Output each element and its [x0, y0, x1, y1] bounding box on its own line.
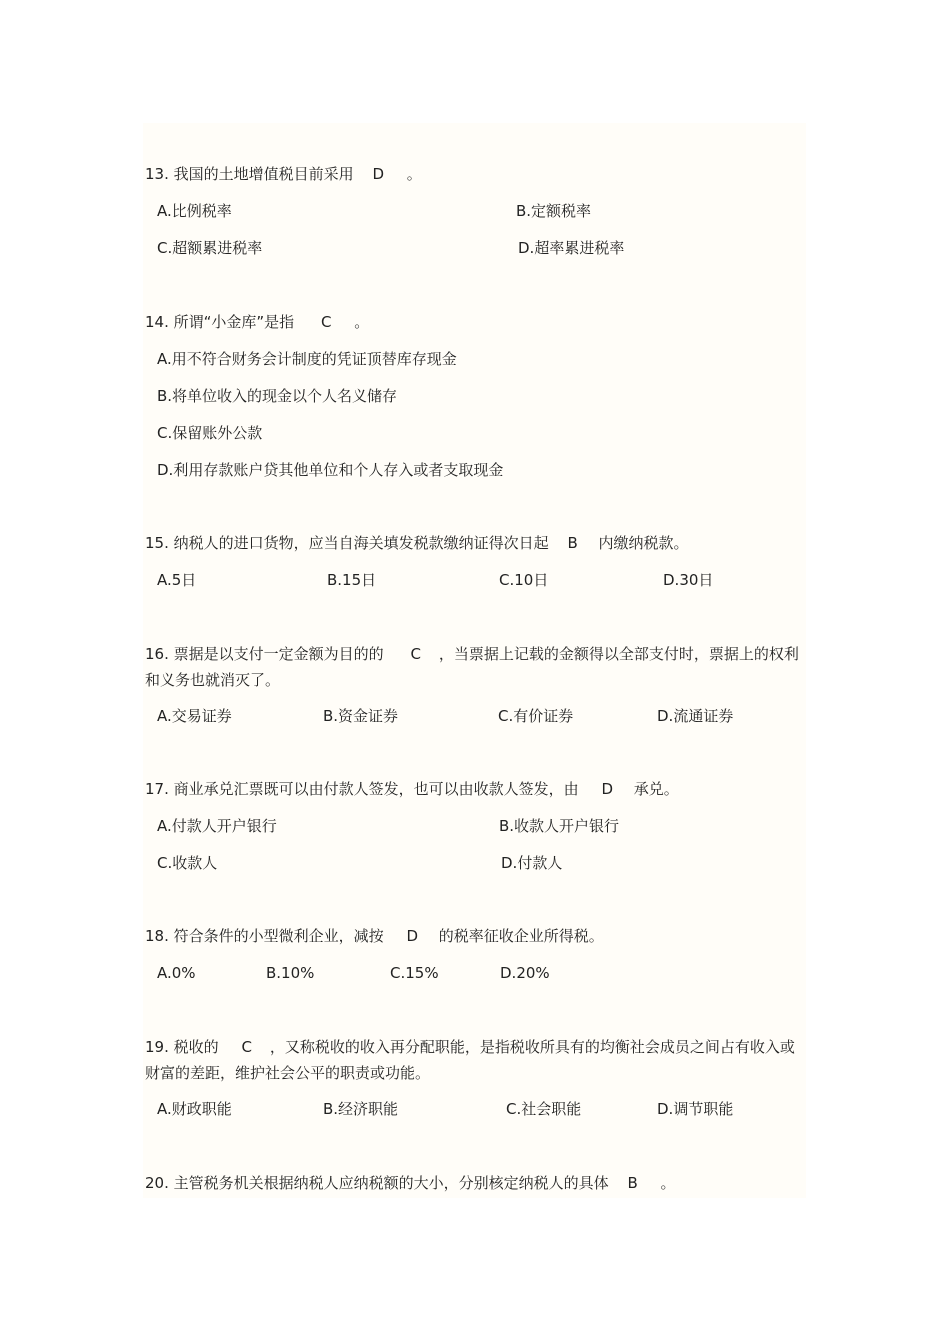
question-number: 16.	[145, 645, 169, 663]
question-number: 15.	[145, 534, 169, 552]
answer: D	[406, 927, 418, 945]
question-number: 20.	[145, 1174, 169, 1192]
answer: B	[567, 534, 578, 552]
option-d: D.利用存款账户贷其他单位和个人存入或者支取现金	[157, 461, 504, 479]
option-c: C.保留账外公款	[157, 424, 263, 442]
question-text: 符合条件的小型微利企业，减按	[173, 927, 384, 945]
option-c: C.10日	[499, 571, 549, 589]
option-b: B.经济职能	[323, 1100, 399, 1118]
question-text: 我国的土地增值税目前采用	[173, 165, 354, 183]
option-c: C.社会职能	[506, 1100, 582, 1118]
question-13	[145, 161, 807, 187]
question-text-end: 。	[406, 165, 422, 183]
option-b: B.10%	[266, 964, 315, 982]
option-a: A.财政职能	[157, 1100, 232, 1118]
option-d: D.调节职能	[657, 1100, 734, 1118]
question-18	[145, 923, 807, 949]
option-a: A.比例税率	[157, 202, 232, 220]
option-b: B.将单位收入的现金以个人名义储存	[157, 387, 398, 405]
option-c: C.有价证券	[498, 707, 574, 725]
question-text: 税收的	[173, 1038, 219, 1056]
option-d: D.30日	[663, 571, 714, 589]
question-15	[145, 530, 807, 556]
option-b: B.收款人开户银行	[499, 817, 620, 835]
question-number: 14.	[145, 313, 169, 331]
question-text: 纳税人的进口货物，应当自海关填发税款缴纳证得次日起	[173, 534, 549, 552]
option-b: B.15日	[327, 571, 377, 589]
question-text: 商业承兑汇票既可以由付款人签发，也可以由收款人签发，由	[173, 780, 579, 798]
option-c: C.15%	[390, 964, 439, 982]
question-text: 主管税务机关根据纳税人应纳税额的大小，分别核定纳税人的具体	[173, 1174, 609, 1192]
question-number: 19.	[145, 1038, 169, 1056]
question-text-end: 内缴纳税款。	[598, 534, 689, 552]
option-a: A.0%	[157, 964, 196, 982]
answer: D	[372, 165, 384, 183]
option-a: A.交易证券	[157, 707, 232, 725]
option-d: D.流通证券	[657, 707, 734, 725]
option-a: A.付款人开户银行	[157, 817, 277, 835]
option-b: B.资金证券	[323, 707, 399, 725]
question-text-end: 。	[660, 1174, 676, 1192]
option-d: D.20%	[500, 964, 550, 982]
question-14	[145, 309, 807, 335]
question-text: 票据是以支付一定金额为目的的	[173, 645, 384, 663]
question-19	[145, 1034, 807, 1086]
question-number: 18.	[145, 927, 169, 945]
option-a: A.用不符合财务会计制度的凭证顶替库存现金	[157, 350, 457, 368]
answer: D	[601, 780, 613, 798]
question-text-end: ，又称税收的收入再分配职能，是指税收所具有的均衡社会成员之间占有收入或财富的差距，维护社会公平的职责或功能。	[145, 1038, 795, 1082]
question-text-end: 承兑。	[633, 780, 679, 798]
question-number: 13.	[145, 165, 169, 183]
option-b: B.定额税率	[516, 202, 592, 220]
question-text: 所谓“小金库”是指	[173, 313, 295, 331]
question-number: 17.	[145, 780, 169, 798]
question-20	[145, 1170, 807, 1196]
question-17	[145, 776, 807, 802]
option-d: D.超率累进税率	[518, 239, 625, 257]
option-c: C.收款人	[157, 854, 218, 872]
option-d: D.付款人	[501, 854, 563, 872]
question-16	[145, 641, 807, 693]
question-text-end: 的税率征收企业所得税。	[438, 927, 604, 945]
answer: B	[627, 1174, 638, 1192]
answer: C	[410, 645, 421, 663]
question-text-end: 。	[354, 313, 370, 331]
option-c: C.超额累进税率	[157, 239, 263, 257]
option-a: A.5日	[157, 571, 197, 589]
answer: C	[241, 1038, 252, 1056]
question-text-end: ，当票据上记载的金额得以全部支付时，票据上的权利和义务也就消灭了。	[145, 645, 799, 689]
answer: C	[320, 313, 332, 331]
